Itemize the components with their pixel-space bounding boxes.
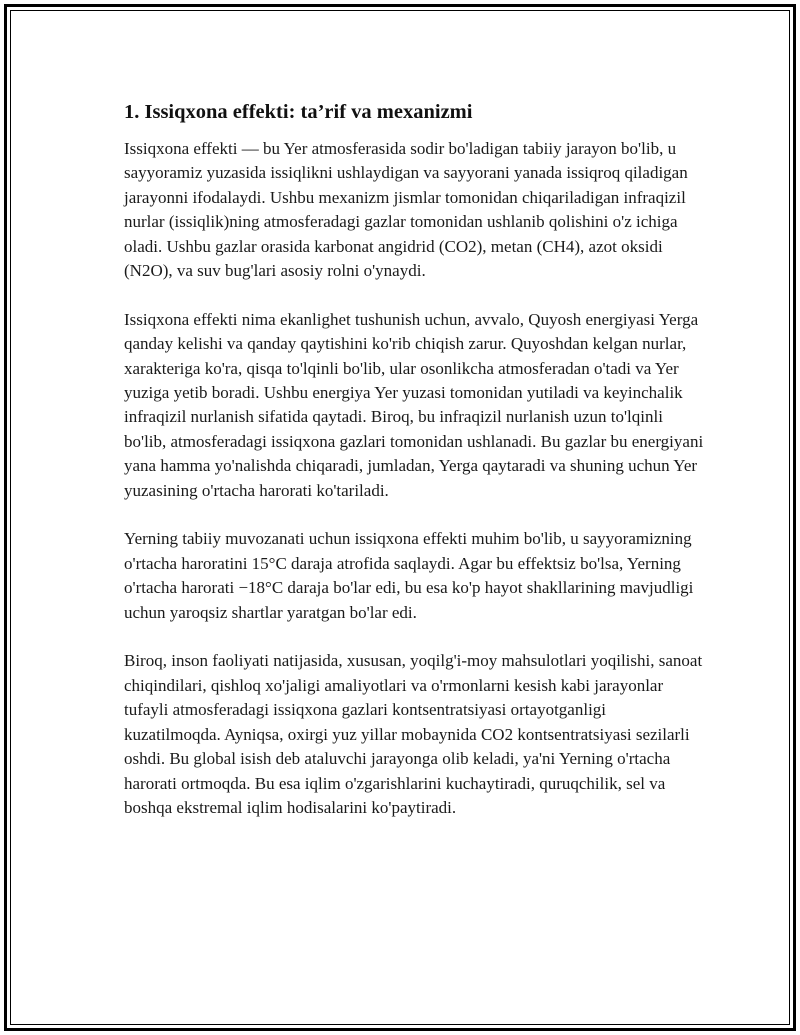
document-body: [124, 99, 704, 845]
paragraph-mechanism: Issiqxona effekti nima ekanlighet tushunish uchun, avvalo, Quyosh energiyasi Yerga qanday kelishi va qanday qaytishini ko'rib chiqish zarur. Quyoshdan kelgan nurlar, xarakteriga ko'ra, qisqa to'lqinli bo'lib, ular osonlikcha atmosferadan o'tadi va Yer yuziga yetib boradi. Ushbu energiya Yer yuzasi tomonidan yutiladi va keyinchalik infraqizil nurlanish sifatida qaytadi. Biroq, bu infraqizil nurlanish uzun to'lqinli bo'lib, atmosferadagi issiqxona gazlari tomonidan ushlanadi. Bu gazlar bu energiyani yana hamma yo'nalishda chiqaradi, jumladan, Yerga qaytaradi va shuning uchun Yer yuzasining o'rtacha harorati ko'tariladi.: [124, 309, 704, 500]
paragraph-definition: Issiqxona effekti — bu Yer atmosferasida sodir bo'ladigan tabiiy jarayon bo'lib, u sayyoramiz yuzasida issiqlikni ushlaydigan va sayyorani yanada issiqroq qiladigan jarayonni ifodalaydi. Ushbu mexanizm jismlar tomonidan chiqariladigan infraqizil nurlar (issiqlik)ning atmosferadagi gazlar tomonidan ushlanib qolishini o'z ichiga oladi. Ushbu gazlar orasida karbonat angidrid (CO2), metan (CH4), azot oksidi (N2O), va suv bug'lari asosiy rolni o'ynaydi.: [124, 139, 688, 281]
page-frame: [4, 4, 796, 1031]
paragraph-natural-balance: Yerning tabiiy muvozanati uchun issiqxona effekti muhim bo'lib, u sayyoramizning o'rtacha haroratini 15°C daraja atrofida saqlaydi. Agar bu effektsiz bo'lsa, Yerning o'rtacha harorati −18°C daraja bo'lar edi, bu esa ko'p hayot shakllarining mavjudligi uchun yaroqsiz shartlar yaratgan bo'lar edi.: [124, 529, 694, 622]
paragraph-human-impact: Biroq, inson faoliyati natijasida, xususan, yoqilg'i-moy mahsulotlari yoqilishi, sanoat chiqindilari, qishloq xo'jaligi amaliyotlari va o'rmonlarni kesish kabi jarayonlar tufayli atmosferadagi issiqxona gazlari kontsentratsiyasi ortayotganligi kuzatilmoqda. Ayniqsa, oxirgi yuz yillar mobaynida CO2 kontsentratsiyasi sezilarli oshdi. Bu global isish deb ataluvchi jarayonga olib keladi, ya'ni Yerning o'rtacha harorati ortmoqda. Bu esa iqlim o'zgarishlarini kuchaytiradi, quruqchilik, sel va boshqa ekstremal iqlim hodisalarini ko'paytiradi.: [124, 651, 703, 817]
section-heading: 1. Issiqxona effekti: ta’rif va mexanizmi: [124, 101, 473, 123]
